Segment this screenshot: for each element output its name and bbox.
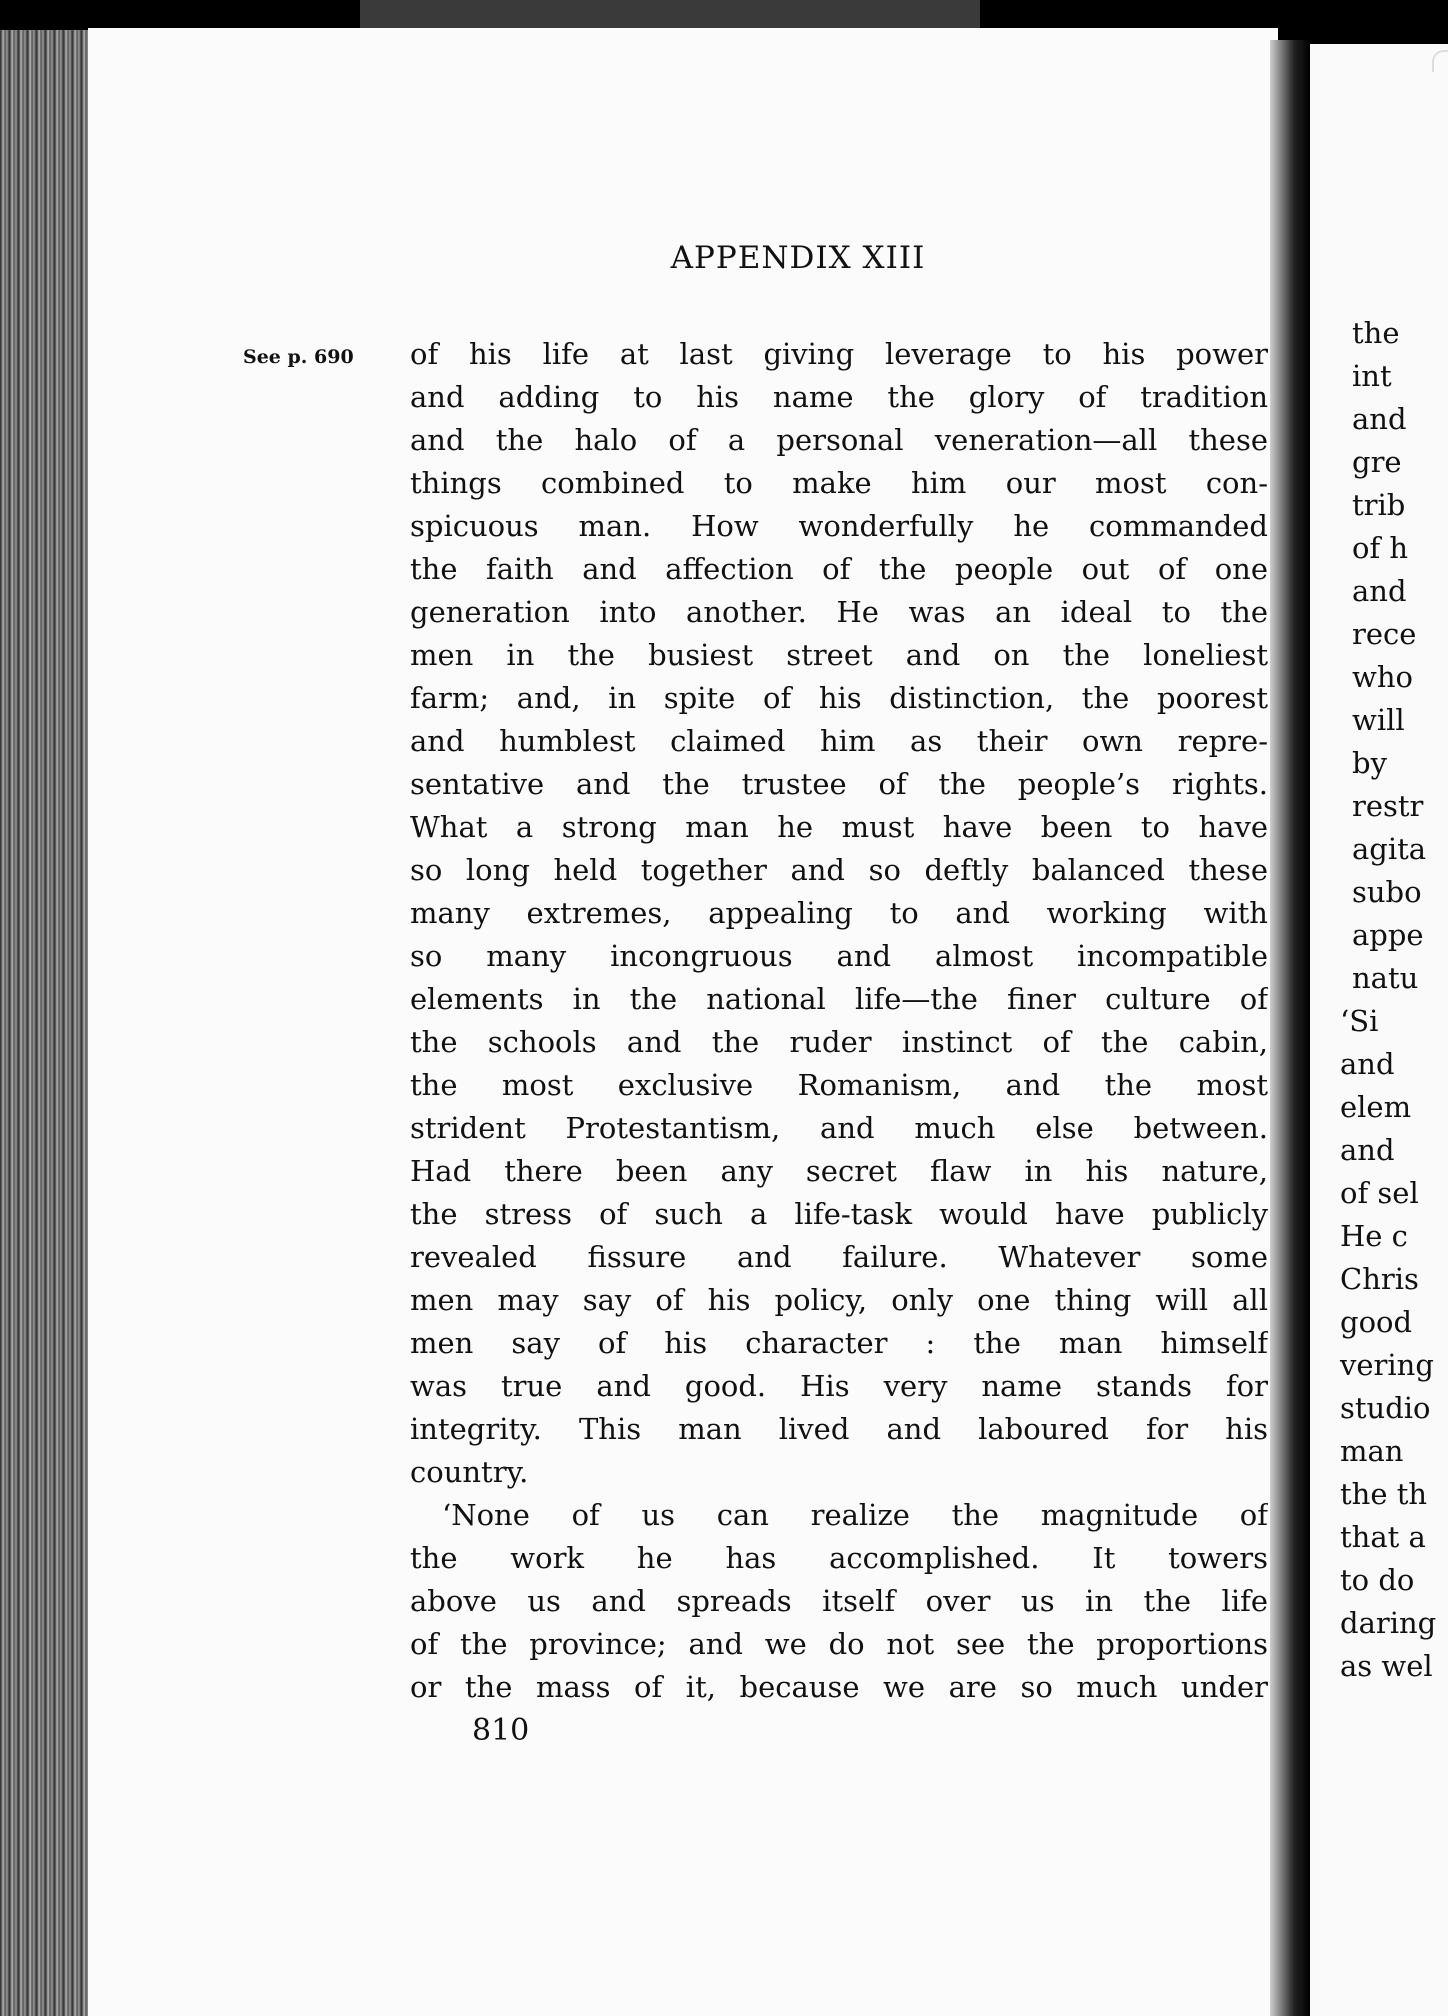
facing-text-line: restr xyxy=(1352,789,1424,823)
corner-mark xyxy=(1432,50,1448,72)
text-line: things combined to make him our most con- xyxy=(410,466,1268,500)
facing-text-line: good xyxy=(1340,1305,1413,1339)
text-line: so many incongruous and almost incompatible xyxy=(410,939,1268,973)
text-line: ‘None of us can realize the magnitude of xyxy=(442,1498,1268,1532)
page-edges xyxy=(0,30,95,2016)
text-line: Had there been any secret flaw in his nature, xyxy=(410,1154,1268,1188)
text-line: farm; and, in spite of his distinction, the poorest xyxy=(410,681,1268,715)
facing-text-line: who xyxy=(1352,660,1413,694)
text-line: so long held together and so deftly balanced these xyxy=(410,853,1268,887)
facing-text-line: man xyxy=(1340,1434,1404,1468)
text-line: was true and good. His very name stands for xyxy=(410,1369,1268,1403)
facing-text-line: daring xyxy=(1340,1606,1437,1640)
facing-text-line: natu xyxy=(1352,961,1419,995)
facing-text-line: and xyxy=(1352,574,1407,608)
text-line: and humblest claimed him as their own repre- xyxy=(410,724,1268,758)
facing-text-line: as wel xyxy=(1340,1649,1433,1683)
text-line: the faith and affection of the people out of one xyxy=(410,552,1268,586)
text-line: men in the busiest street and on the loneliest xyxy=(410,638,1268,672)
facing-text-line: of h xyxy=(1352,531,1409,565)
text-line: generation into another. He was an ideal to the xyxy=(410,595,1268,629)
facing-text-line: elem xyxy=(1340,1090,1412,1124)
text-line: of his life at last giving leverage to his power xyxy=(410,337,1268,371)
text-line: many extremes, appealing to and working with xyxy=(410,896,1268,930)
gutter-shadow xyxy=(1270,40,1310,2016)
body-text xyxy=(410,333,1268,1709)
text-line: the stress of such a life-task would have publicly xyxy=(410,1197,1268,1231)
facing-text-line: and xyxy=(1352,402,1407,436)
facing-text-line: by xyxy=(1352,746,1387,780)
running-head: APPENDIX XIII xyxy=(670,240,926,276)
facing-text-line: He c xyxy=(1340,1219,1408,1253)
facing-text-line: that a xyxy=(1340,1520,1426,1554)
facing-text-line: rece xyxy=(1352,617,1417,651)
facing-text-line: int xyxy=(1352,359,1392,393)
text-line: country. xyxy=(410,1455,529,1489)
left-page xyxy=(88,28,1278,2016)
facing-text-line: of sel xyxy=(1340,1176,1419,1210)
text-line: above us and spreads itself over us in the life xyxy=(410,1584,1268,1618)
text-line: sentative and the trustee of the people’s rights. xyxy=(410,767,1268,801)
text-line: strident Protestantism, and much else between. xyxy=(410,1111,1268,1145)
facing-text-line: agita xyxy=(1352,832,1427,866)
facing-page xyxy=(1310,44,1448,2016)
facing-text-line: appe xyxy=(1352,918,1424,952)
text-line: of the province; and we do not see the proportions xyxy=(410,1627,1268,1661)
facing-text-line: Chris xyxy=(1340,1262,1419,1296)
text-line: the most exclusive Romanism, and the most xyxy=(410,1068,1268,1102)
text-line: What a strong man he must have been to have xyxy=(410,810,1268,844)
text-line: men say of his character : the man himself xyxy=(410,1326,1268,1360)
facing-text-line: gre xyxy=(1352,445,1402,479)
text-line: and the halo of a personal veneration—all these xyxy=(410,423,1268,457)
facing-text-line: vering xyxy=(1340,1348,1434,1382)
text-line: and adding to his name the glory of tradition xyxy=(410,380,1268,414)
text-line: or the mass of it, because we are so much under xyxy=(410,1670,1268,1704)
margin-note: See p. 690 xyxy=(243,346,354,368)
facing-text-line: and xyxy=(1340,1047,1395,1081)
facing-text-line: to do xyxy=(1340,1563,1415,1597)
text-line: revealed fissure and failure. Whatever some xyxy=(410,1240,1268,1274)
text-line: elements in the national life—the finer culture of xyxy=(410,982,1268,1016)
text-line: spicuous man. How wonderfully he commanded xyxy=(410,509,1268,543)
page-number: 810 xyxy=(472,1713,530,1748)
text-line: men may say of his policy, only one thing will all xyxy=(410,1283,1268,1317)
facing-text-line: ‘Si xyxy=(1340,1004,1379,1038)
text-line: integrity. This man lived and laboured for his xyxy=(410,1412,1268,1446)
facing-text-line: will xyxy=(1352,703,1405,737)
facing-text-line: the th xyxy=(1340,1477,1428,1511)
facing-text-line: subo xyxy=(1352,875,1422,909)
text-line: the schools and the ruder instinct of the cabin, xyxy=(410,1025,1268,1059)
facing-text-line: trib xyxy=(1352,488,1406,522)
facing-page-text xyxy=(1340,312,1448,1688)
facing-text-line: studio xyxy=(1340,1391,1431,1425)
facing-text-line: and xyxy=(1340,1133,1395,1167)
text-line: the work he has accomplished. It towers xyxy=(410,1541,1268,1575)
facing-text-line: the xyxy=(1352,316,1400,350)
